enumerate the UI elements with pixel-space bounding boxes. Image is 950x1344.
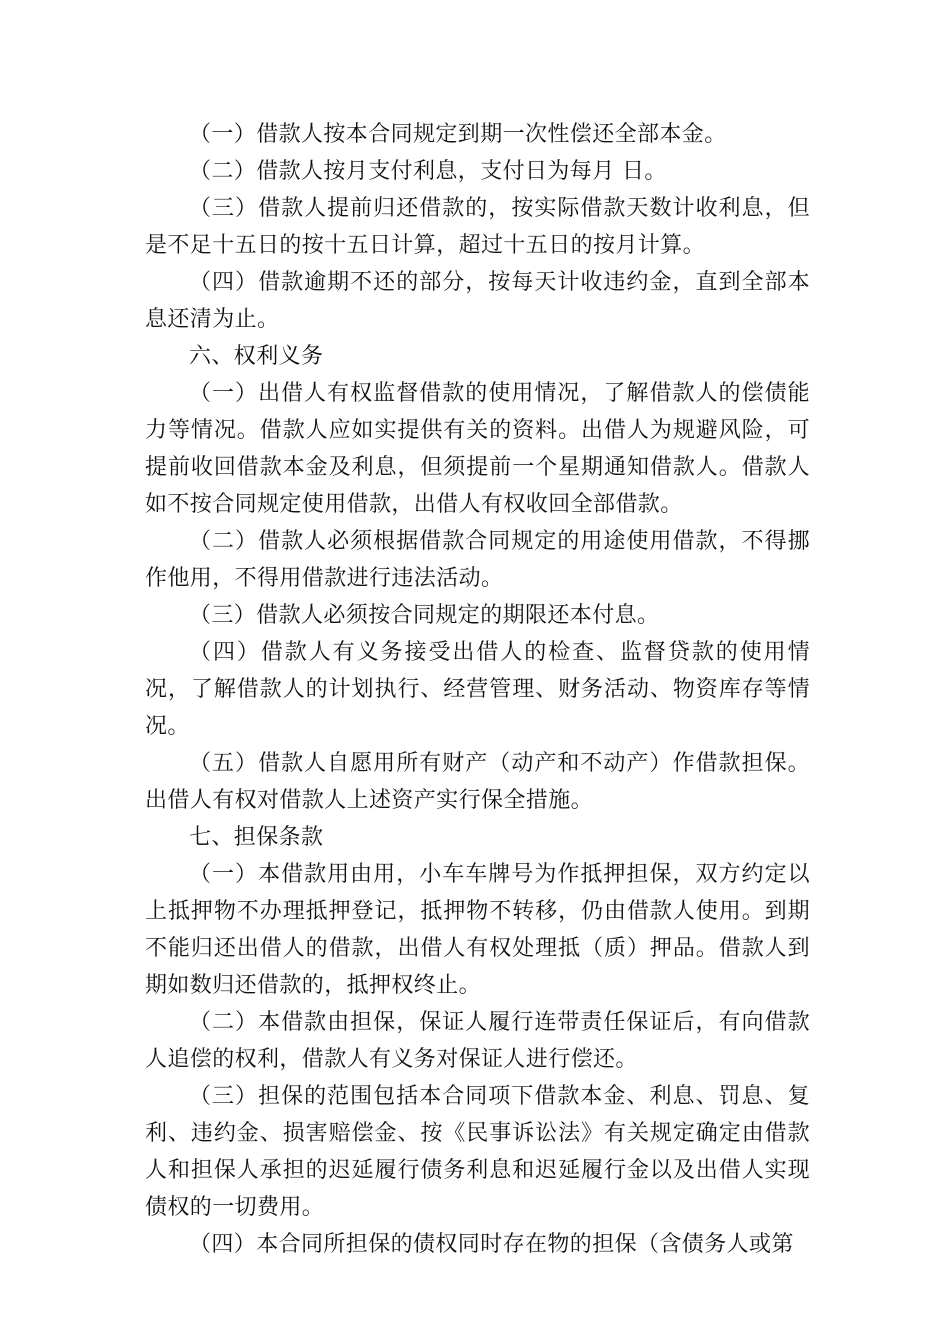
paragraph-property-guarantee: （五）借款人自愿用所有财产（动产和不动产）作借款担保。出借人有权对借款人上述资产实行保全措施。 [145, 751, 810, 813]
paragraph-mixed-guarantee: （四）本合同所担保的债权同时存在物的担保（含债务人或第 [189, 1232, 794, 1257]
paragraph-repay-principal: （一）借款人按本合同规定到期一次性偿还全部本金。 [189, 122, 727, 147]
document-body [145, 116, 810, 1263]
section-heading-rights: 六、权利义务 [189, 344, 324, 369]
paragraph-repay-on-time: （三）借款人必须按合同规定的期限还本付息。 [189, 603, 660, 628]
paragraph-early-repayment: （三）借款人提前归还借款的，按实际借款天数计收利息，但是不足十五日的按十五日计算，超过十五日的按月计算。 [145, 196, 810, 258]
paragraph-guarantee-scope: （三）担保的范围包括本合同项下借款本金、利息、罚息、复利、违约金、损害赔偿金、按《民事诉讼法》有关规定确定由借款人和担保人承担的迟延履行债务利息和迟延履行金以及出借人实现债权的一切费用。 [145, 1084, 810, 1220]
paragraph-guarantor-recourse: （二）本借款由担保，保证人履行连带责任保证后，有向借款人追偿的权利，借款人有义务对保证人进行偿还。 [145, 1010, 810, 1072]
paragraph-usage-restriction: （二）借款人必须根据借款合同规定的用途使用借款，不得挪作他用，不得用借款进行违法活动。 [145, 529, 810, 591]
paragraph-inspection-duty: （四）借款人有义务接受出借人的检查、监督贷款的使用情况，了解借款人的计划执行、经营管理、财务活动、物资库存等情况。 [145, 640, 810, 739]
section-heading-guarantee: 七、担保条款 [189, 825, 324, 850]
paragraph-monthly-interest: （二）借款人按月支付利息，支付日为每月 日。 [189, 159, 667, 184]
paragraph-overdue-penalty: （四）借款逾期不还的部分，按每天计收违约金，直到全部本息还清为止。 [145, 270, 810, 332]
paragraph-lender-rights: （一）出借人有权监督借款的使用情况，了解借款人的偿债能力等情况。借款人应如实提供有关的资料。出借人为规避风险，可提前收回借款本金及利息，但须提前一个星期通知借款人。借款人如不按合同规定使用借款，出借人有权收回全部借款。 [145, 381, 810, 517]
paragraph-vehicle-pledge: （一）本借款用由用，小车车牌号为作抵押担保，双方约定以上抵押物不办理抵押登记，抵押物不转移，仍由借款人使用。到期不能归还出借人的借款，出借人有权处理抵（质）押品。借款人到期如数归还借款的，抵押权终止。 [145, 862, 810, 998]
